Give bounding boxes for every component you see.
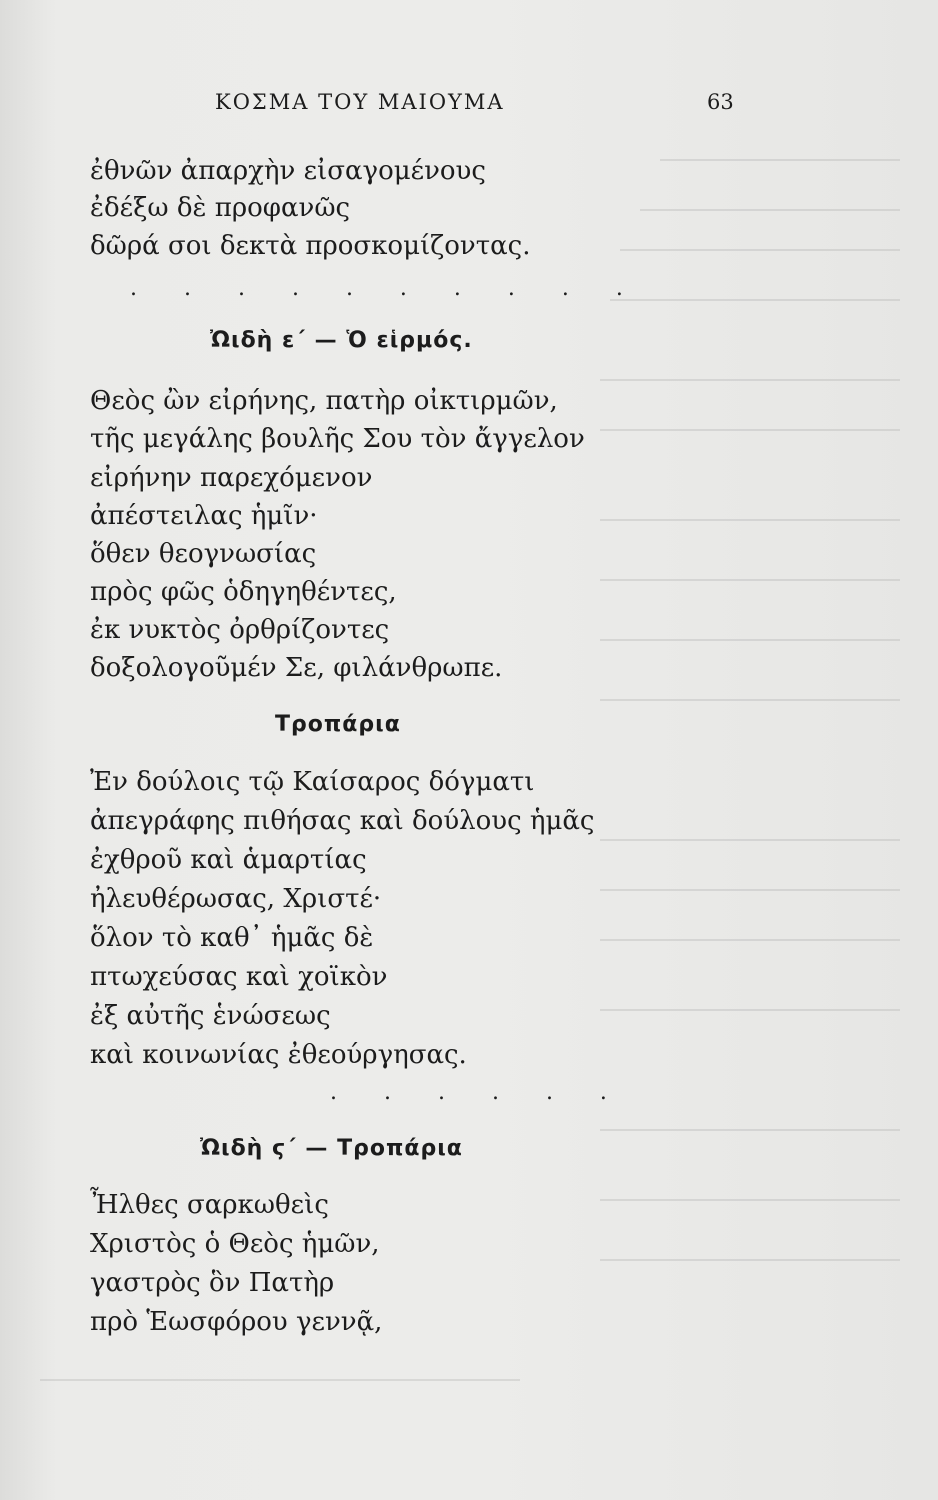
verse-line: δῶρά σοι δεκτὰ προσκομίζοντας. — [90, 231, 531, 261]
verse-line: ὅθεν θεογνωσίας — [90, 539, 317, 569]
ellipsis-row: . . . . . . — [330, 1080, 627, 1105]
section-heading: Ὠιδὴ ε΄ — Ὁ εἱρμός. — [210, 328, 473, 353]
verse-line: Ἦλθες σαρκωθεὶς — [90, 1190, 329, 1220]
verse-line: Ἐν δούλοις τῷ Καίσαρος δόγματι — [90, 767, 535, 797]
section-heading: Ὠιδὴ ϛ΄ — Τροπάρια — [200, 1136, 463, 1161]
verse-line: πρὸ Ἑωσφόρου γεννᾷ, — [90, 1307, 383, 1337]
verse-line: ἠλευθέρωσας, Χριστέ· — [90, 884, 382, 914]
verse-line: τῆς μεγάλης βουλῆς Σου τὸν ἄγγελον — [90, 424, 585, 454]
verse-line: Χριστὸς ὁ Θεὸς ἡμῶν, — [90, 1229, 380, 1259]
verse-line: ἀπέστειλας ἡμῖν· — [90, 501, 318, 531]
verse-line: εἰρήνην παρεχόμενον — [90, 463, 373, 493]
verse-line: δοξολογοῦμέν Σε, φιλάνθρωπε. — [90, 653, 503, 683]
page-number: 63 — [707, 90, 734, 114]
section-heading: Τροπάρια — [275, 712, 401, 737]
running-header-title: ΚΟΣΜΑ ΤΟΥ ΜΑΙΟΥΜΑ — [215, 90, 505, 114]
verse-line: γαστρὸς ὃν Πατὴρ — [90, 1268, 335, 1298]
verse-line: πτωχεύσας καὶ χοϊκὸν — [90, 962, 388, 992]
verse-line: καὶ κοινωνίας ἐθεούργησας. — [90, 1040, 467, 1070]
verse-line: πρὸς φῶς ὁδηγηθέντες, — [90, 577, 397, 607]
verse-line: ἐξ αὐτῆς ἑνώσεως — [90, 1001, 331, 1031]
ellipsis-row: . . . . . . . . . . — [130, 276, 643, 301]
verse-line: ὅλον τὸ καθ᾽ ἡμᾶς δὲ — [90, 923, 374, 953]
verse-line: ἐδέξω δὲ προφανῶς — [90, 193, 351, 223]
verse-line: ἐκ νυκτὸς ὀρθρίζοντες — [90, 615, 390, 645]
verse-line: ἐχθροῦ καὶ ἁμαρτίας — [90, 845, 367, 875]
verse-line: ἐθνῶν ἀπαρχὴν εἰσαγομένους — [90, 156, 486, 186]
verse-line: ἀπεγράφης πιθήσας καὶ δούλους ἡμᾶς — [90, 806, 595, 836]
verse-line: Θεὸς ὢν εἰρήνης, πατὴρ οἰκτιρμῶν, — [90, 386, 558, 416]
